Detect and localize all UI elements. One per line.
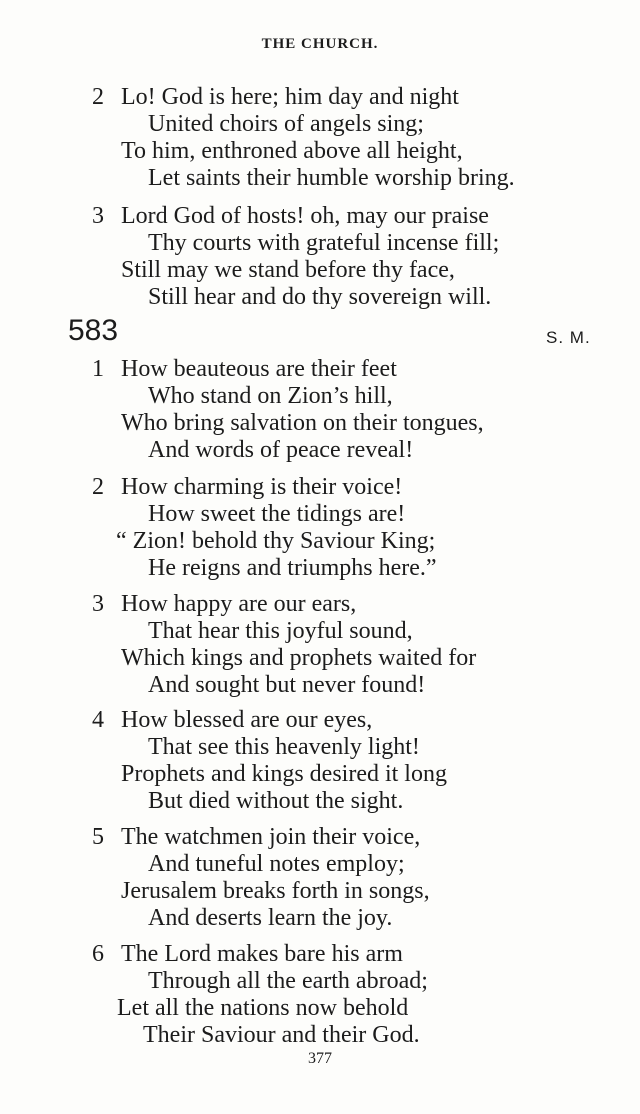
verse-line: He reigns and triumphs here.” [148, 555, 437, 581]
verse-line: And deserts learn the joy. [148, 905, 393, 931]
verse-4 [0, 707, 640, 815]
hymn-number: 583 [68, 314, 119, 347]
line-text: Lord God of hosts! oh, may our praise [121, 203, 489, 229]
verse-number: 3 [92, 203, 104, 229]
verse-number: 3 [92, 591, 104, 617]
line-text: The watchmen join their voice, [121, 824, 421, 850]
line-text: How beauteous are their feet [121, 356, 397, 382]
verse-number: 2 [92, 474, 104, 500]
verse-line: Let saints their humble worship bring. [148, 165, 515, 191]
verse-line [0, 824, 640, 851]
line-text: How charming is their voice! [121, 474, 403, 500]
line-text: How happy are our ears, [121, 591, 357, 617]
verse-line: Let all the nations now behold [117, 995, 409, 1021]
verse-line: Who bring salvation on their tongues, [121, 410, 484, 436]
verse-line: But died without the sight. [148, 788, 404, 814]
verse-prev-2 [0, 84, 640, 192]
verse-2 [0, 474, 640, 582]
verse-line: Thy courts with grateful incense fill; [148, 230, 500, 256]
verse-line: United choirs of angels sing; [148, 111, 424, 137]
verse-line: Still hear and do thy sovereign will. [148, 284, 492, 310]
verse-line: “ Zion! behold thy Saviour King; [116, 528, 436, 554]
verse-line [0, 356, 640, 383]
verse-5 [0, 824, 640, 932]
verse-line [0, 84, 640, 111]
running-header: THE CHURCH. [261, 36, 379, 52]
verse-number: 4 [92, 707, 104, 733]
line-text: The Lord makes bare his arm [121, 941, 403, 967]
verse-line [0, 474, 640, 501]
verse-number: 5 [92, 824, 104, 850]
verse-line: That see this heavenly light! [148, 734, 420, 760]
line-text: How blessed are our eyes, [121, 707, 373, 733]
verse-line: Through all the earth abroad; [148, 968, 428, 994]
verse-line: Prophets and kings desired it long [121, 761, 447, 787]
verse-line: And sought but never found! [148, 672, 426, 698]
verse-line: Still may we stand before thy face, [121, 257, 455, 283]
verse-6 [0, 941, 640, 1049]
verse-line: Their Saviour and their God. [143, 1022, 420, 1048]
verse-line: And words of peace reveal! [148, 437, 414, 463]
verse-line: How sweet the tidings are! [148, 501, 406, 527]
verse-line [0, 707, 640, 734]
verse-line: Who stand on Zion’s hill, [148, 383, 393, 409]
hymn-meter: S. M. [546, 328, 591, 347]
verse-line [0, 203, 640, 230]
verse-line [0, 591, 640, 618]
verse-line: Which kings and prophets waited for [121, 645, 477, 671]
verse-line: Jerusalem breaks forth in songs, [121, 878, 430, 904]
verse-number: 2 [92, 84, 104, 110]
verse-line: To him, enthroned above all height, [121, 138, 463, 164]
verse-line: And tuneful notes employ; [148, 851, 405, 877]
verse-1 [0, 356, 640, 464]
verse-number: 1 [92, 356, 104, 382]
verse-prev-3 [0, 203, 640, 311]
page-number: 377 [308, 1050, 332, 1067]
verse-number: 6 [92, 941, 104, 967]
line-text: Lo! God is here; him day and night [121, 84, 459, 110]
verse-line [0, 941, 640, 968]
verse-line: That hear this joyful sound, [148, 618, 413, 644]
verse-3 [0, 591, 640, 699]
